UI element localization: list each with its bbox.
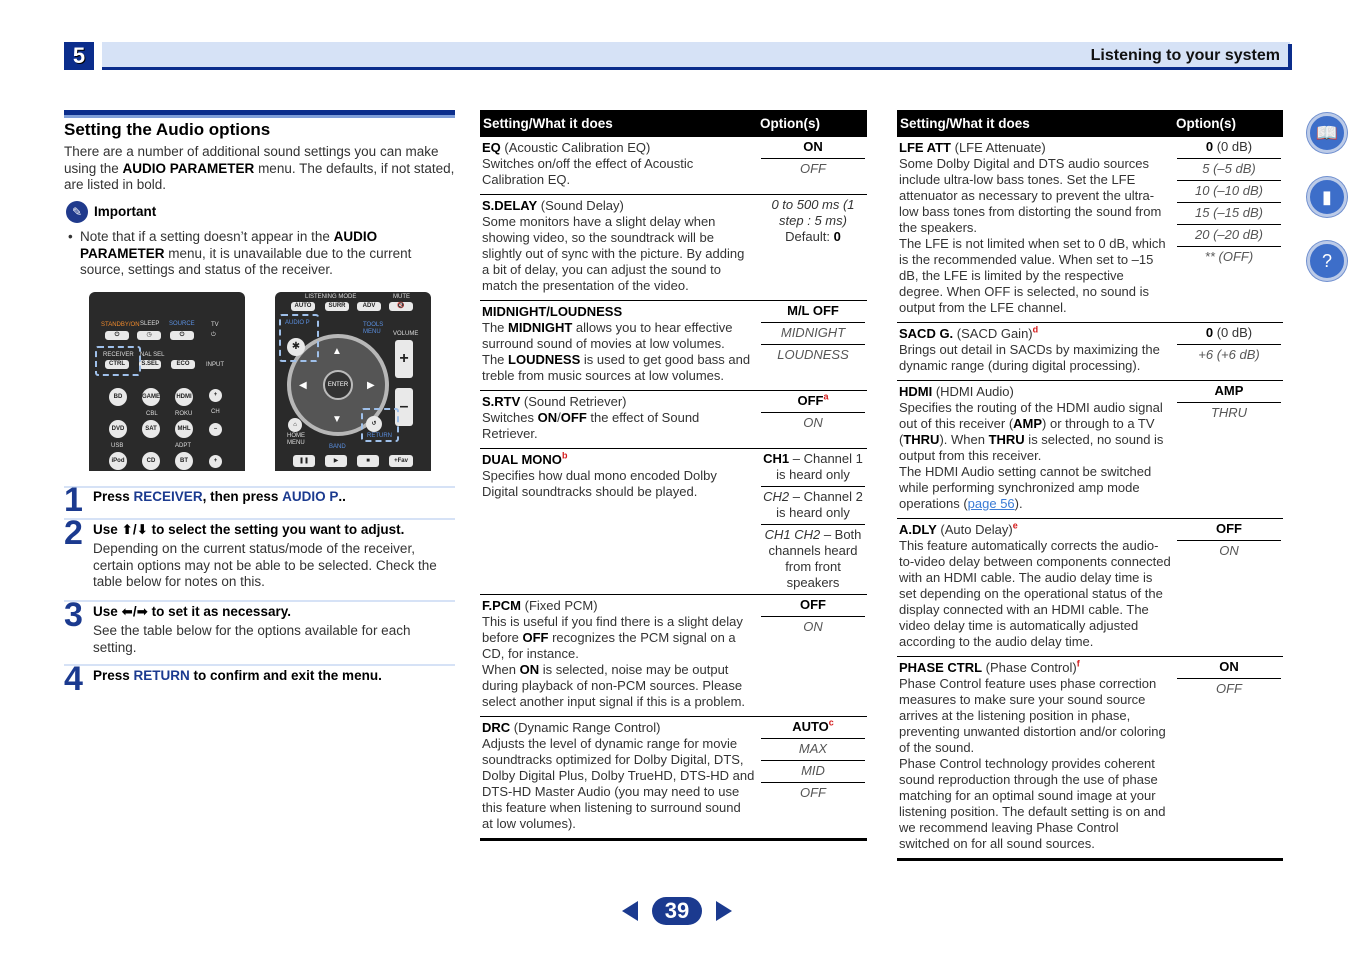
section-intro: There are a number of additional sound settings you can make using the AUDIO PARAMETER menu. The defaults, if not stated, are listed in bold. [64,144,455,192]
remote-label-volume: VOLUME [393,331,419,337]
auto-button[interactable]: AUTO [291,302,315,311]
remote-label-cbl: CBL [146,411,158,417]
return-highlight [361,408,399,442]
volume-up-button[interactable]: + [395,340,413,378]
ipod-button[interactable]: iPod [109,452,127,470]
col-header-setting: Setting/What it does [897,110,1173,137]
remote-label-adpt: ADPT [175,443,192,449]
options-midnight-loudness: M/L OFF MIDNIGHT LOUDNESS [757,301,867,391]
remote-label-roku: ROKU [175,411,193,417]
options-lfe-att: 0 (0 dB) 5 (–5 dB) 10 (–10 dB) 15 (–15 dB) 20 (–20 dB) ** (OFF) [1173,137,1283,323]
step-2-body: Depending on the current status/mode of the receiver, certain options may not be able to be selected. Check the table below for notes on this. [93,541,437,589]
next-page-arrow-icon[interactable] [716,901,732,921]
page-header-title: Listening to your system [1090,47,1280,64]
previous-page-arrow-icon[interactable] [622,901,638,921]
ch-up-button[interactable]: + [209,389,222,402]
bd-button[interactable]: BD [109,388,127,406]
dvd-button[interactable]: DVD [109,420,127,438]
remote-label-input: INPUT [206,362,224,368]
remote-label-mute: MUTE [393,294,410,300]
remote-icon[interactable]: ▮ [1307,177,1347,217]
remote-illustration-right [275,292,431,471]
game-button[interactable]: GAME [142,388,160,406]
return-button[interactable]: ↺ [366,416,382,432]
cd-button[interactable]: CD [142,452,160,470]
step-1-title: Press RECEIVER, then press AUDIO P.. [93,489,346,504]
help-icon[interactable]: ? [1307,241,1347,281]
page-number: 39 [652,897,702,925]
standby-button[interactable]: ⏻ [105,331,129,340]
setting-sacd-gain: SACD G. (SACD Gain)$^d$ Brings out detail in SACDs by maximizing the dynamic range (during digital processing). [897,323,1173,381]
col-header-setting: Setting/What it does [480,110,757,137]
remote-label-sleep: SLEEP [140,321,160,327]
table-row [480,137,867,195]
table-row [480,391,867,449]
remote-label-ch: CH [211,409,220,415]
step-1-number: 1 [64,481,83,519]
mute-button[interactable]: 🔇 [389,302,413,311]
setting-hdmi-audio: HDMI (HDMI Audio) Specifies the routing of the HDMI audio signal out of this receiver (AMP) or through to a TV (THRU). When THRU is selected, no sound is output from this receiver. The HDMI Audio setting cannot be switched while performing synchronized amp mode operations (page 56). [897,381,1173,519]
left-arrow-icon[interactable]: ◀ [299,380,307,391]
fav-button[interactable]: +Fav [389,455,413,467]
sleep-button[interactable]: ◷ [137,331,161,340]
options-eq: ON OFF [757,137,867,195]
play-button[interactable]: ▶ [325,455,347,467]
remote-label-standby: STANDBY/ON [101,322,140,328]
section-title: Setting the Audio options [64,120,271,139]
plus-button[interactable]: + [209,455,222,468]
important-icon: ✎ [66,201,88,223]
remote-label-signal-sel: NAL SEL [140,352,165,358]
page-navigation [622,897,732,925]
table-row [480,595,867,717]
eco-button[interactable]: ECO [171,360,195,369]
options-srtv: OFF$^a$ ON [757,391,867,449]
adv-button[interactable]: ADV [357,302,381,311]
up-arrow-icon[interactable]: ▲ [332,346,342,357]
important-label: Important [94,204,157,219]
step-4-rule [64,664,455,666]
book-icon[interactable]: 📖 [1307,113,1347,153]
surr-button[interactable]: SURR [325,302,349,311]
down-arrow-icon[interactable]: ▼ [332,414,342,425]
step-3-title: Use ⬅/➡ to set it as necessary. [93,604,291,619]
setting-eq: EQ (Acoustic Calibration EQ) Switches on/off the effect of Acoustic Calibration EQ. [482,140,694,187]
bt-button[interactable]: BT [175,452,193,470]
step-4-number: 4 [64,660,83,698]
receiver-highlight [95,346,141,376]
audio-options-table-1 [480,110,867,841]
table-header-row [480,110,867,137]
setting-auto-delay: A.DLY (Auto Delay)$^e$ This feature automatically corrects the audio-to-video delay between components connected with an HDMI cable. The audio delay time is set depending on the operational status of the display connected with an HDMI cable. The video delay time is automatically adjusted according to the audio delay time. [897,519,1173,657]
chapter-number: 5 [64,42,94,70]
setting-drc: DRC (Dynamic Range Control) Adjusts the level of dynamic range for movie soundtracks optimized for Dolby Digital, DTS, Dolby Digital Plus, Dolby TrueHD, DTS-HD and DTS-HD Master Audio (you may need to use this feature when listening to surround sound at low volumes). [480,717,757,840]
right-arrow-icon[interactable]: ▶ [367,380,375,391]
step-2-number: 2 [64,514,83,552]
setting-dual-mono: DUAL MONO$^b$ Specifies how dual mono encoded Dolby Digital soundtracks should be played. [480,449,757,595]
tv-power-icon: ⏻ [211,332,216,338]
enter-button[interactable]: ENTER [323,370,353,400]
options-hdmi-audio: AMP THRU [1173,381,1283,519]
table-row [897,137,1283,323]
table-row [480,195,867,301]
pause-button[interactable]: ❚❚ [293,455,315,467]
mhl-button[interactable]: MHL [175,420,193,438]
volume-down-button[interactable]: – [395,388,413,426]
table-row [897,323,1283,381]
table-row [897,657,1283,860]
audio-options-table-2 [897,110,1283,861]
step-1-rule [64,486,455,488]
header-bar-end [1288,44,1292,70]
col-header-options: Option(s) [757,110,867,137]
remote-label-band: BAND [329,444,346,450]
setting-fpcm: F.PCM (Fixed PCM) This is useful if you find there is a slight delay before OFF recognizes the PCM signal on a CD, for instance. When ON is selected, noise may be output during playback of non-PCM sources. Please select another input signal if this is a problem. [480,595,757,717]
remote-label-home-menu: HOME MENU [287,433,305,446]
options-dual-mono: CH1 – Channel 1 is heard only CH2 – Channel 2 is heard only CH1 CH2 – Both channels heard from front speakers [757,449,867,595]
section-rule [64,110,455,118]
options-phase-ctrl: ON OFF [1173,657,1283,860]
table-row [480,449,867,595]
table-row [897,519,1283,657]
home-menu-button[interactable]: ⌂ [288,418,302,432]
options-fpcm: OFF ON [757,595,867,717]
remote-label-usb: USB [111,443,124,449]
remote-label-tools-menu: TOOLS MENU [363,322,384,335]
hdmi-button[interactable]: HDMI [175,388,193,406]
setting-phase-ctrl: PHASE CTRL (Phase Control)$^f$ Phase Control feature uses phase correction measures to make sure your sound source arrives at the listening position in phase, preventing unwanted distortion and/or coloring of the sound. Phase Control technology provides coherent sound reproduction through the use of phase matching for an optimal sound image at your listening position. The default setting is on and we recommend leaving Phase Control switched on for all sound sources. [897,657,1173,860]
step-2-title: Use ⬆/⬇ to select the setting you want to adjust. [93,522,405,537]
options-drc: AUTO$^c$ MAX MID OFF [757,717,867,840]
col-header-options: Option(s) [1173,110,1283,137]
audio-p-button[interactable]: ✱ [287,338,305,356]
ssel-button[interactable]: S.SEL [139,360,161,369]
options-sdelay: 0 to 500 ms (1 step : 5 ms) Default: 0 [757,195,867,301]
remote-illustration-left [89,292,245,471]
step-2-rule [64,518,455,520]
source-button[interactable]: ⏻ [170,331,194,340]
ctrl-button[interactable]: CTRL [105,360,129,369]
page-56-link[interactable]: page 56 [967,496,1015,511]
table-row [480,301,867,391]
remote-label-source: SOURCE [169,321,195,327]
remote-label-return: RETURN [367,433,392,439]
step-3-rule [64,600,455,602]
table-header-row [897,110,1283,137]
ch-down-button[interactable]: – [209,423,222,436]
setting-lfe-att: LFE ATT (LFE Attenuate) Some Dolby Digital and DTS audio sources include ultra-low bass tones. Set the LFE attenuator as necessary to prevent the ultra-low bass tones from distorting the sound from the speakers. The LFE is not limited when set to 0 dB, which is the recommended value. When set to –15 dB, the LFE is limited by the respective degree. When OFF is selected, no sound is output from the LFE channel. [899,140,1166,315]
audio-p-highlight [279,314,319,362]
remote-label-listening-mode: LISTENING MODE [305,294,357,300]
setting-srtv: S.RTV (Sound Retriever) Switches ON/OFF the effect of Sound Retriever. [480,391,757,449]
options-auto-delay: OFF ON [1173,519,1283,657]
setting-midnight-loudness: MIDNIGHT/LOUDNESS The MIDNIGHT allows you to hear effective surround sound of movies at low volumes. The LOUDNESS is used to get good bass and treble from music sources at low volumes. [480,301,757,391]
stop-button[interactable]: ■ [357,455,379,467]
sat-button[interactable]: SAT [142,420,160,438]
step-4-title: Press RETURN to confirm and exit the menu. [93,668,382,683]
table-row [897,381,1283,519]
remote-label-tv: TV [211,322,219,328]
step-3-body: See the table below for the options available for each setting. [93,623,411,655]
step-3-number: 3 [64,596,83,634]
remote-label-receiver: RECEIVER [103,352,134,358]
remote-label-audio-p: AUDIO P [285,320,310,326]
important-note: • Note that if a setting doesn’t appear in the AUDIO PARAMETER menu, it is unavailable due to the current source, settings and status of the receiver. [66,229,444,279]
options-sacd-gain: 0 (0 dB) +6 (+6 dB) [1173,323,1283,381]
setting-sdelay: S.DELAY (Sound Delay) Some monitors have a slight delay when showing video, so the soundtrack will be slightly out of sync with the picture. By adding a bit of delay, you can adjust the sound to match the presentation of the video. [480,195,757,301]
table-row [480,717,867,840]
